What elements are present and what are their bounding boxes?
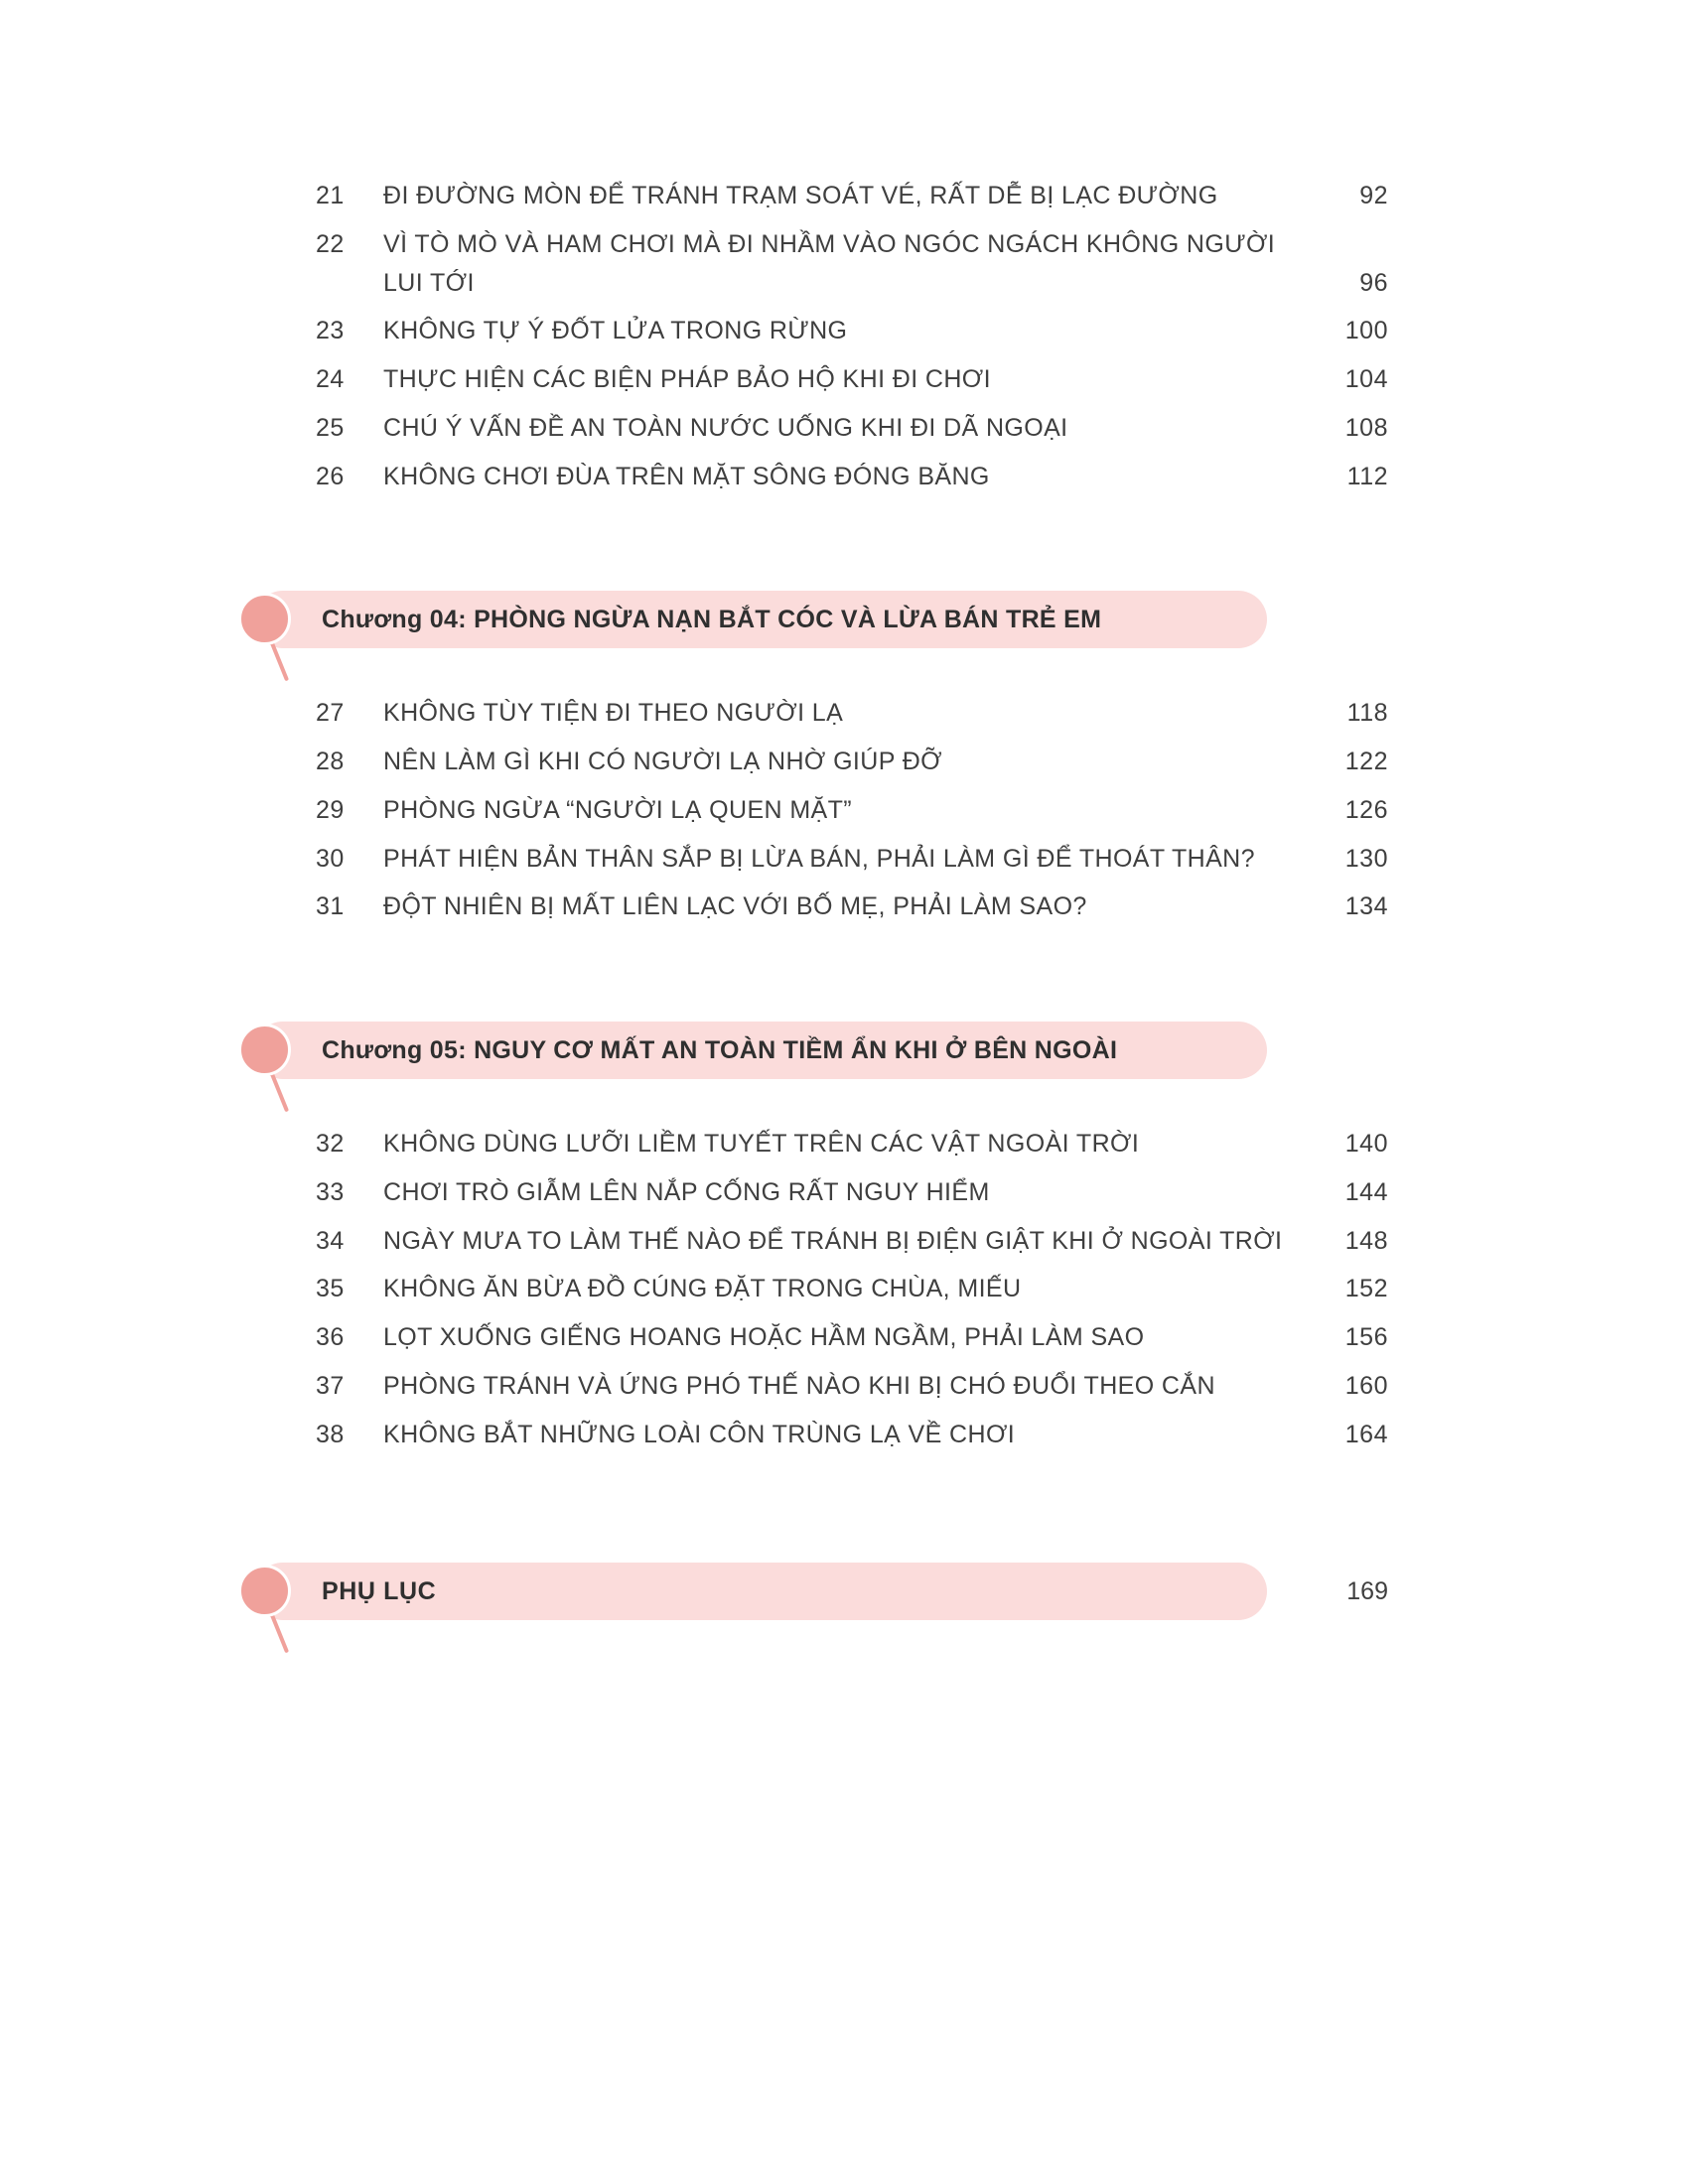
table-row[interactable] [316, 1318, 1388, 1357]
entry-number: 32 [316, 1130, 345, 1158]
entry-page-number: 164 [1344, 1420, 1388, 1448]
entry-page-number: 112 [1346, 462, 1388, 490]
toc-content [316, 177, 1388, 1620]
chapter-bullet-icon [238, 593, 291, 645]
entry-number: 34 [316, 1226, 345, 1255]
table-row[interactable] [316, 1125, 1388, 1163]
entry-number: 24 [316, 365, 345, 393]
chapter-label [322, 1022, 1117, 1079]
chapter-banner-05[interactable] [316, 1022, 1388, 1079]
entry-number: 36 [316, 1323, 345, 1351]
toc-entry-group-continued [316, 177, 1388, 495]
entry-page-number: 96 [1359, 268, 1388, 297]
table-row[interactable] [316, 1416, 1388, 1454]
chapter-label [322, 591, 1101, 648]
table-row[interactable] [316, 312, 1388, 350]
appendix-page-number: 169 [1346, 1577, 1388, 1606]
entry-page-number: 144 [1344, 1177, 1388, 1206]
entry-page-number: 92 [1359, 182, 1388, 209]
entry-number: 31 [316, 892, 345, 921]
table-row[interactable] [316, 1367, 1388, 1406]
chapter-title: NGUY CƠ MẤT AN TOÀN TIỀM ẨN KHI Ở BÊN NGOÀI [474, 1036, 1118, 1064]
toc-entry-group-chapter-05 [316, 1125, 1388, 1453]
entry-title: ĐỘT NHIÊN BỊ MẤT LIÊN LẠC VỚI BỐ MẸ, PHẢI LÀM SAO? [383, 892, 1087, 921]
entry-number: 30 [316, 844, 345, 873]
entry-title: KHÔNG DÙNG LƯỠI LIỀM TUYẾT TRÊN CÁC VẬT NGOÀI TRỜI [383, 1130, 1140, 1158]
entry-page-number: 104 [1344, 365, 1388, 393]
table-row[interactable] [316, 791, 1388, 830]
entry-page-number: 134 [1344, 892, 1388, 921]
table-row[interactable] [316, 458, 1388, 496]
entry-number: 28 [316, 748, 345, 775]
entry-number: 21 [316, 182, 345, 209]
entry-page-number: 122 [1344, 748, 1388, 775]
entry-number: 22 [316, 229, 345, 258]
entry-page-number: 160 [1344, 1371, 1388, 1400]
table-row[interactable] [316, 1173, 1388, 1212]
chapter-number: Chương 04: [322, 606, 475, 634]
entry-page-number: 130 [1344, 844, 1388, 873]
appendix-banner[interactable] [316, 1563, 1388, 1620]
entry-number: 37 [316, 1371, 345, 1400]
table-row[interactable] [316, 360, 1388, 399]
entry-title: PHÒNG NGỪA “NGƯỜI LẠ QUEN MẶT” [383, 795, 853, 824]
entry-number: 27 [316, 699, 345, 728]
entry-number: 26 [316, 462, 345, 490]
entry-title: PHÒNG TRÁNH VÀ ỨNG PHÓ THẾ NÀO KHI BỊ CHÓ ĐUỔI THEO CẮN [383, 1371, 1215, 1400]
entry-number: 38 [316, 1420, 345, 1448]
appendix-label: PHỤ LỤC [322, 1577, 437, 1606]
entry-title: NGÀY MƯA TO LÀM THẾ NÀO ĐỂ TRÁNH BỊ ĐIỆN GIẬT KHI Ở NGOÀI TRỜI [383, 1226, 1283, 1255]
toc-entry-group-chapter-04 [316, 694, 1388, 926]
chapter-title: PHÒNG NGỪA NẠN BẮT CÓC VÀ LỪA BÁN TRẺ EM [474, 606, 1102, 634]
table-row[interactable] [316, 1222, 1388, 1261]
entry-page-number: 156 [1344, 1323, 1388, 1351]
entry-title: LỌT XUỐNG GIẾNG HOANG HOẶC HẦM NGẦM, PHẢI LÀM SAO [383, 1323, 1145, 1351]
entry-number: 33 [316, 1177, 345, 1206]
entry-page-number: 100 [1344, 317, 1388, 345]
entry-title: VÌ TÒ MÒ VÀ HAM CHƠI MÀ ĐI NHẦM VÀO NGÓC NGÁCH KHÔNG NGƯỜI LUI TỚI [383, 229, 1276, 297]
table-row[interactable] [316, 409, 1388, 448]
entry-title: KHÔNG TỰ Ý ĐỐT LỬA TRONG RỪNG [383, 317, 848, 345]
entry-page-number: 152 [1344, 1275, 1388, 1303]
entry-title: KHÔNG BẮT NHỮNG LOÀI CÔN TRÙNG LẠ VỀ CHƠI [383, 1420, 1016, 1448]
entry-title: KHÔNG ĂN BỪA ĐỒ CÚNG ĐẶT TRONG CHÙA, MIẾU [383, 1275, 1022, 1303]
chapter-banner-04[interactable] [316, 591, 1388, 648]
entry-page-number: 126 [1344, 795, 1388, 824]
chapter-number: Chương 05: [322, 1036, 475, 1064]
entry-number: 25 [316, 413, 345, 442]
entry-number: 35 [316, 1275, 345, 1303]
entry-page-number: 108 [1344, 413, 1388, 442]
table-row[interactable] [316, 694, 1388, 733]
table-row[interactable] [316, 887, 1388, 926]
table-row[interactable] [316, 225, 1388, 303]
table-row[interactable] [316, 840, 1388, 879]
appendix-bullet-icon [238, 1565, 291, 1617]
table-row[interactable] [316, 1270, 1388, 1308]
entry-title: KHÔNG CHƠI ĐÙA TRÊN MẶT SÔNG ĐÓNG BĂNG [383, 462, 990, 490]
entry-title: THỰC HIỆN CÁC BIỆN PHÁP BẢO HỘ KHI ĐI CHƠI [383, 365, 991, 393]
entry-title: ĐI ĐƯỜNG MÒN ĐỂ TRÁNH TRẠM SOÁT VÉ, RẤT DỄ BỊ LẠC ĐƯỜNG [383, 182, 1218, 209]
chapter-bullet-icon [238, 1024, 291, 1076]
entry-title: NÊN LÀM GÌ KHI CÓ NGƯỜI LẠ NHỜ GIÚP ĐỠ [383, 748, 942, 775]
entry-title: KHÔNG TÙY TIỆN ĐI THEO NGƯỜI LẠ [383, 699, 844, 728]
entry-number: 23 [316, 317, 345, 345]
entry-number: 29 [316, 795, 345, 824]
entry-title: CHƠI TRÒ GIẪM LÊN NẮP CỐNG RẤT NGUY HIỂM [383, 1177, 990, 1206]
entry-title: CHÚ Ý VẤN ĐỀ AN TOÀN NƯỚC UỐNG KHI ĐI DÃ NGOẠI [383, 413, 1068, 442]
entry-page-number: 118 [1346, 699, 1388, 728]
entry-title: PHÁT HIỆN BẢN THÂN SẮP BỊ LỪA BÁN, PHẢI LÀM GÌ ĐỂ THOÁT THÂN? [383, 844, 1255, 873]
entry-page-number: 140 [1344, 1130, 1388, 1158]
table-row[interactable] [316, 743, 1388, 781]
entry-page-number: 148 [1344, 1226, 1388, 1255]
table-row[interactable] [316, 177, 1388, 215]
